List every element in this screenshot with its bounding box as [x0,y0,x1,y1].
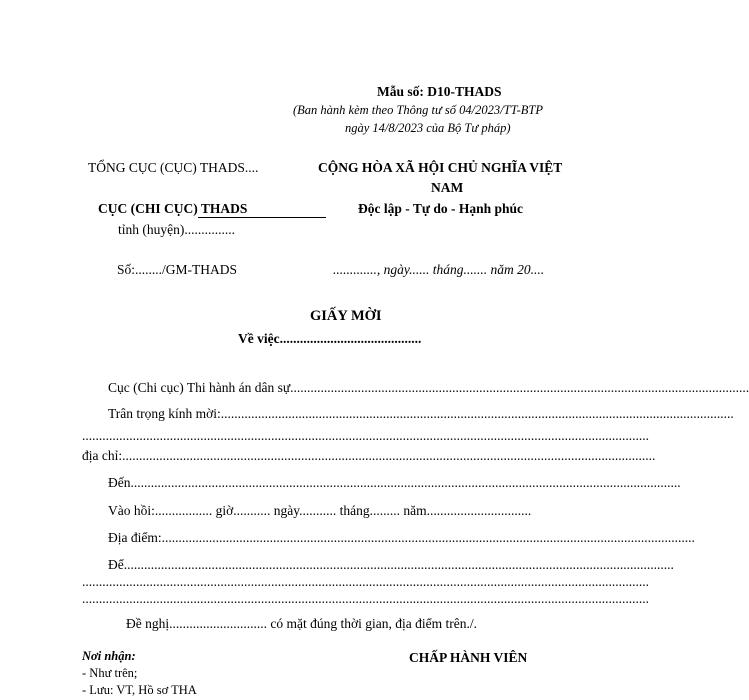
document-number: Số:......../GM-THADS [117,262,238,277]
body-invite-continued: ........................................................................................................................................................................ [82,428,649,443]
body-purpose-label: Để [108,557,124,572]
agency-underline [198,217,326,218]
body-invite-label: Trân trọng kính mời: [108,406,221,421]
body-invite-line [108,406,734,422]
agency-name: CỤC (CHI CỤC) THADS [98,201,248,216]
body-request-line: Đề nghị............................. có mặt đúng thời gian, địa điểm trên./. [126,616,477,631]
body-place-line [108,530,695,546]
body-address-dots: .............................................................................................................................................................. [122,448,656,463]
body-to-label: Đến [108,475,131,490]
document-subject: Về việc.......................................... [238,331,422,346]
recipient-item-2: - Lưu: VT, Hồ sơ THA [82,683,197,697]
body-agency-dots: ........................................................................................................................................ [290,380,749,395]
body-agency-line [108,380,749,396]
national-title-line1: CỘNG HÒA XÃ HỘI CHỦ NGHĨA VIỆT [318,160,563,175]
agency-parent: TỔNG CỤC (CỤC) THADS.... [88,160,259,175]
form-issued-line1: (Ban hành kèm theo Thông tư số 04/2023/TT-BTP [293,103,543,117]
body-invite-dots: ........................................................................................................................................................ [220,406,734,421]
body-to-dots: ................................................................................................................................................................... [130,475,681,490]
body-purpose-continued-1: ........................................................................................................................................................................ [82,574,649,589]
body-time-line: Vào hồi:................. giờ........... ngày........... tháng......... năm............................... [108,503,532,518]
body-purpose-line [108,557,674,573]
document-title: GIẤY MỜI [310,308,382,324]
recipients-label: Nơi nhận: [82,649,136,663]
form-issued-line2: ngày 14/8/2023 của Bộ Tư pháp) [345,121,511,135]
body-address-label: địa chỉ: [82,448,123,463]
body-purpose-continued-2: ........................................................................................................................................................................ [82,591,649,606]
document-date: ............., ngày...... tháng....... năm 20.... [333,262,545,277]
signer-title: CHẤP HÀNH VIÊN [409,650,528,665]
body-to-line [108,475,681,491]
national-title-line2: NAM [431,180,464,195]
body-address-line [82,448,656,464]
agency-province: tỉnh (huyện)............... [118,222,235,237]
recipient-item-1: - Như trên; [82,666,138,680]
national-motto: Độc lập - Tự do - Hạnh phúc [358,201,524,216]
body-agency-label: Cục (Chi cục) Thi hành án dân sự [108,380,291,395]
form-code: Mẫu số: D10-THADS [377,84,502,99]
body-purpose-dots: ................................................................................................................................................................... [123,557,674,572]
body-place-dots: .............................................................................................................................................................. [161,530,695,545]
body-place-label: Địa điểm: [108,530,162,545]
